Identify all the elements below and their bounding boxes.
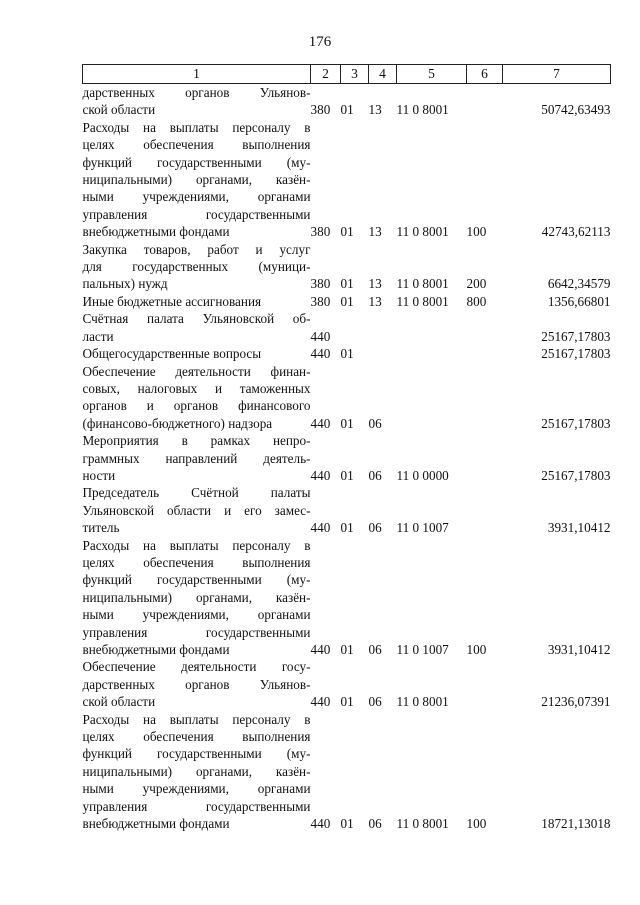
description-line: целях обеспечения выполнения <box>82 137 311 153</box>
row-description <box>83 345 311 362</box>
subsection-code: 06 <box>368 520 382 536</box>
expense-type-code <box>467 658 503 710</box>
amount: 25167,17803 <box>541 415 611 431</box>
subsection-code: 13 <box>368 276 382 292</box>
row-description <box>83 711 311 833</box>
table-row <box>83 363 611 433</box>
description-line: функций государственными (му- <box>82 572 311 588</box>
description-line: внебюджетными фондами <box>82 642 230 657</box>
expense-type-code: 100 <box>466 816 487 832</box>
description-line: управления государственными <box>82 798 311 814</box>
amount: 1356,66801 <box>547 293 611 309</box>
description-line: пальных) нужд <box>82 276 168 292</box>
target-item-code: 11 0 8001 <box>396 102 449 118</box>
table-row <box>83 711 611 833</box>
admin-code: 380 <box>310 224 331 240</box>
expense-type-code: 800 <box>466 293 487 309</box>
amount: 25167,17803 <box>541 328 611 344</box>
admin-code: 440 <box>310 415 331 431</box>
description-line: внебюджетными фондами <box>82 816 230 832</box>
table-row <box>83 432 611 484</box>
amount: 6642,34579 <box>547 276 611 292</box>
admin-code: 440 <box>310 816 331 832</box>
section-code: 01 <box>340 346 354 362</box>
expense-type-code <box>467 432 503 484</box>
row-description <box>83 432 311 484</box>
description-line: граммных направлений деятель- <box>82 450 311 466</box>
table-row <box>83 241 611 293</box>
table-row <box>83 84 611 119</box>
description-line: Мероприятия в рамках непро- <box>82 433 311 449</box>
description-line: ской области <box>82 102 156 118</box>
description-line: Расходы на выплаты персоналу в <box>82 537 311 553</box>
expense-type-code <box>467 363 503 433</box>
subsection-code: 06 <box>368 467 382 483</box>
description-line: внебюджетными фондами <box>82 224 230 240</box>
table-row <box>83 658 611 710</box>
target-item-code <box>397 345 467 362</box>
admin-code: 440 <box>310 328 331 344</box>
description-line: Счётная палата Ульяновской об- <box>82 311 311 327</box>
table-row <box>83 537 611 659</box>
amount: 21236,07391 <box>541 694 611 710</box>
column-header: 7 <box>503 65 611 84</box>
description-line: дарственных органов Ульянов- <box>82 85 311 100</box>
description-line: титель <box>82 520 120 536</box>
target-item-code: 11 0 1007 <box>396 642 449 657</box>
description-line: Расходы на выплаты персоналу в <box>82 711 311 727</box>
target-item-code: 11 0 0000 <box>396 467 449 483</box>
description-line: функций государственными (му- <box>82 746 311 762</box>
admin-code: 440 <box>310 467 331 483</box>
target-item-code: 11 0 8001 <box>396 694 449 710</box>
admin-code: 380 <box>310 293 331 309</box>
section-code: 01 <box>340 415 354 431</box>
target-item-code <box>397 310 467 345</box>
column-header: 4 <box>369 65 397 84</box>
description-line: Обеспечение деятельности финан- <box>82 363 311 379</box>
description-line: управления государственными <box>82 206 311 222</box>
target-item-code: 11 0 8001 <box>396 224 449 240</box>
expense-type-code <box>467 345 503 362</box>
subsection-code: 06 <box>368 642 382 657</box>
description-line: целях обеспечения выполнения <box>82 729 311 745</box>
table-row <box>83 484 611 536</box>
description-line: ниципальными) органами, казён- <box>82 589 311 605</box>
amount: 3931,10412 <box>547 642 611 657</box>
column-header: 6 <box>467 65 503 84</box>
admin-code: 380 <box>310 102 331 118</box>
column-header: 2 <box>311 65 341 84</box>
description-line: совых, налоговых и таможенных <box>82 380 311 396</box>
section-code: 01 <box>340 276 354 292</box>
subsection-code <box>369 345 397 362</box>
description-line: ными учреждениями, органами <box>82 781 311 797</box>
row-description <box>83 658 311 710</box>
description-line: ными учреждениями, органами <box>82 607 311 623</box>
header-row <box>83 65 611 84</box>
subsection-code: 06 <box>368 415 382 431</box>
row-description <box>83 310 311 345</box>
subsection-code: 06 <box>368 694 382 710</box>
amount: 3931,10412 <box>547 520 611 536</box>
expense-type-code <box>467 484 503 536</box>
amount: 18721,13018 <box>541 816 611 832</box>
description-line: Обеспечение деятельности госу- <box>82 659 311 675</box>
row-description <box>83 484 311 536</box>
subsection-code <box>369 310 397 345</box>
subsection-code: 13 <box>368 224 382 240</box>
description-line: Иные бюджетные ассигнования <box>82 293 262 309</box>
section-code <box>341 310 369 345</box>
description-line: дарственных органов Ульянов- <box>82 676 311 692</box>
target-item-code: 11 0 8001 <box>396 276 449 292</box>
table-row <box>83 345 611 362</box>
description-line: Расходы на выплаты персоналу в <box>82 119 311 135</box>
expense-type-code <box>467 84 503 119</box>
expense-type-code <box>467 310 503 345</box>
section-code: 01 <box>340 520 354 536</box>
description-line: Ульяновской области и его замес- <box>82 502 311 518</box>
expense-type-code: 100 <box>466 642 487 657</box>
row-description <box>83 537 311 659</box>
description-line: органов и органов финансового <box>82 398 311 414</box>
subsection-code: 13 <box>368 102 382 118</box>
section-code: 01 <box>340 694 354 710</box>
section-code: 01 <box>340 467 354 483</box>
description-line: управления государственными <box>82 624 311 640</box>
section-code: 01 <box>340 293 354 309</box>
budget-table <box>82 64 611 832</box>
description-line: Общегосударственные вопросы <box>82 346 262 362</box>
amount: 50742,63493 <box>541 102 611 118</box>
section-code: 01 <box>340 224 354 240</box>
admin-code: 440 <box>310 346 331 362</box>
target-item-code: 11 0 1007 <box>396 520 449 536</box>
description-line: ными учреждениями, органами <box>82 189 311 205</box>
row-description <box>83 84 311 119</box>
admin-code: 440 <box>310 694 331 710</box>
admin-code: 380 <box>310 276 331 292</box>
section-code: 01 <box>340 816 354 832</box>
section-code: 01 <box>340 642 354 657</box>
amount: 42743,62113 <box>541 224 611 240</box>
subsection-code: 06 <box>368 816 382 832</box>
description-line: функций государственными (му- <box>82 154 311 170</box>
section-code: 01 <box>340 102 354 118</box>
row-description <box>83 293 311 310</box>
expense-type-code: 100 <box>466 224 487 240</box>
description-line: ласти <box>82 328 114 344</box>
admin-code: 440 <box>310 520 331 536</box>
table-row <box>83 293 611 310</box>
description-line: ской области <box>82 694 156 710</box>
target-item-code <box>397 363 467 433</box>
description-line: ниципальными) органами, казён- <box>82 763 311 779</box>
description-line: целях обеспечения выполнения <box>82 554 311 570</box>
row-description <box>83 119 311 241</box>
subsection-code: 13 <box>368 293 382 309</box>
column-header: 5 <box>397 65 467 84</box>
amount: 25167,17803 <box>541 467 611 483</box>
expense-type-code: 200 <box>466 276 487 292</box>
description-line: ниципальными) органами, казён- <box>82 172 311 188</box>
table-row <box>83 310 611 345</box>
admin-code: 440 <box>310 642 331 657</box>
column-header: 3 <box>341 65 369 84</box>
column-header: 1 <box>83 65 311 84</box>
description-line: для государственных (муници- <box>82 259 311 275</box>
description-line: (финансово-бюджетного) надзора <box>82 415 273 431</box>
row-description <box>83 363 311 433</box>
description-line: Закупка товаров, работ и услуг <box>82 241 311 257</box>
page-number: 176 <box>308 34 332 50</box>
target-item-code: 11 0 8001 <box>396 293 449 309</box>
description-line: Председатель Счётной палаты <box>82 485 311 501</box>
target-item-code: 11 0 8001 <box>396 816 449 832</box>
amount: 25167,17803 <box>541 346 611 362</box>
table-row <box>83 119 611 241</box>
description-line: ности <box>82 467 116 483</box>
row-description <box>83 241 311 293</box>
